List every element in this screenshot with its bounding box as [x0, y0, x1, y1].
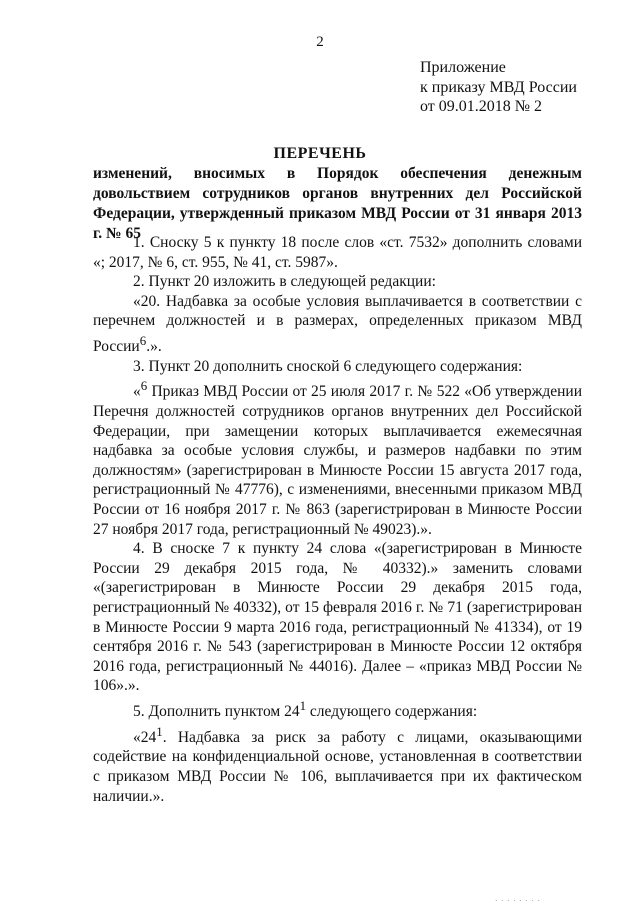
paragraph-footnote-6 — [93, 376, 582, 539]
page-number: 2 — [316, 34, 324, 50]
paragraph-item-1: 1. Сноску 5 к пункту 18 после слов «ст. 7532» дополнить словами «; 2017, № 6, ст. 955, № 41, ст. 5987». — [93, 234, 582, 271]
appendix-line: от 09.01.2018 № 2 — [420, 98, 543, 115]
paragraph-quote-20 — [93, 292, 582, 357]
footnote-mark: 1 — [299, 697, 307, 713]
footnote-mark: 6 — [140, 378, 148, 394]
text-fragment: . Надбавка за риск за работу с лицами, оказывающими содействие на конфиденциальной основе, установленная в соответствии с приказом МВД России № 106, выплачивается при их фактическом наличии.». — [93, 728, 582, 805]
text-fragment: 5. Дополнить пунктом 24 — [133, 703, 300, 721]
text-fragment: .». — [146, 338, 162, 356]
text-fragment: « — [133, 383, 141, 401]
text-fragment: следующего содержания: — [306, 703, 478, 721]
scan-artifact: · · · · · · · · — [495, 897, 541, 905]
text-fragment: Приказ МВД России от 25 июля 2017 г. № 522 «Об утверждении Перечня должностей сотрудников органов внутренних дел Российской Федерации, при замещении которых выплачивается ежемесячная надбавка за особые условия службы, и размеров надбавки по этим должностям» (зарегистрирован в Минюсте России 15 августа 2017 года, регистрационный № 47776), с изменениями, внесенными приказом МВД России от 16 ноября 2017 г. № 863 (зарегистрирован в Минюсте России 27 ноября 2017 года, регистрационный № 49023).». — [93, 383, 582, 538]
document-title: ПЕРЕЧЕНЬ — [273, 145, 367, 162]
footnote-mark: 6 — [139, 332, 147, 348]
appendix-block — [420, 58, 577, 117]
paragraph-quote-24-1 — [93, 722, 582, 807]
footnote-mark: 1 — [156, 723, 163, 739]
appendix-line: к приказу МВД России — [420, 78, 577, 96]
appendix-line: Приложение — [420, 59, 506, 76]
paragraph-item-2: 2. Пункт 20 изложить в следующей редакции: — [133, 273, 436, 291]
paragraph-item-4: 4. В сноске 7 к пункту 24 слова «(зарегистрирован в Минюсте России 29 декабря 2015 года, № 40332).» заменить словами «(зарегистрирован в Минюсте России 29 декабря 2015 года, регистрационный № 40332), от 15 февраля 2016 г. № 71 (зарегистрирован в Минюсте России 9 марта 2016 года, регистрационный № 41334), от 19 сентября 2016 г. № 543 (зарегистрирован в Минюсте России 12 октября 2016 года, регистрационный № 44016). Далее – «приказ МВД России № 106».». — [93, 540, 582, 695]
paragraph-item-5 — [93, 696, 582, 722]
text-fragment: «20. Надбавка за особые условия выплачивается в соответствии с перечнем должностей и в размерах, определенных приказом МВД России — [93, 292, 582, 356]
text-fragment: «24 — [133, 728, 157, 746]
document-body — [93, 233, 582, 806]
paragraph-item-3: 3. Пункт 20 дополнить сноской 6 следующего содержания: — [133, 357, 523, 375]
document-subtitle: изменений, вносимых в Порядок обеспечения денежным довольствием сотрудников органов внутренних дел Российской Федерации, утвержденный приказом МВД России от 31 января 2013 г. № 65 — [93, 165, 582, 242]
